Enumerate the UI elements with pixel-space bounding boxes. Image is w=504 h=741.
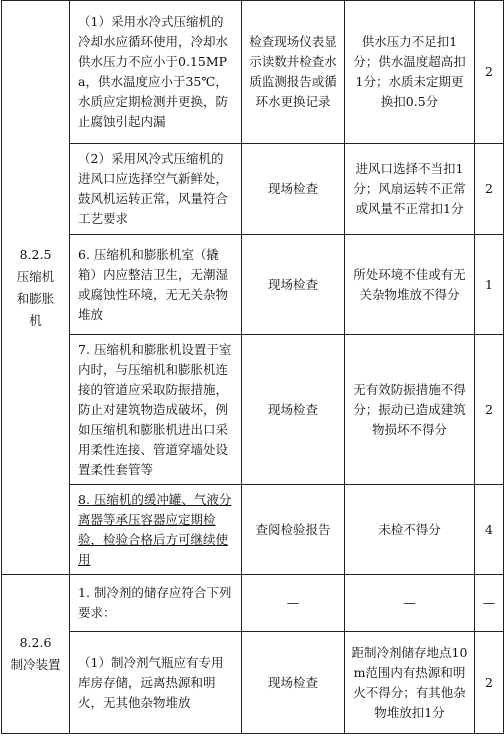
table-row [2, 485, 504, 575]
table-row [2, 632, 504, 734]
section-title: 制冷装置 [10, 657, 61, 672]
score-cell: 2 [475, 1, 504, 144]
requirement-cell: 7. 压缩机和膨胀机设置于室内时，与压缩机和膨胀机连接的管道应采取防振措施，防止对建筑物造成破坏，例如压缩机和膨胀机进出口采用柔性连接、管道穿墙处设置柔性套管等 [70, 335, 242, 485]
score-cell: 2 [475, 632, 504, 734]
criteria-cell: 供水压力不足扣1分；供水温度超高扣1分；水质未定期更换扣0.5分 [345, 1, 475, 144]
method-cell: — [242, 575, 345, 632]
method-cell: 现场检查 [242, 235, 345, 335]
method-cell: 现场检查 [242, 335, 345, 485]
criteria-cell: 无有效防振措施不得分；振动已造成建筑物损坏不得分 [345, 335, 475, 485]
score-cell: 1 [475, 235, 504, 335]
section-code: 8.2.5 [19, 246, 52, 262]
table-row [2, 335, 504, 485]
criteria-cell: 未检不得分 [345, 485, 475, 575]
score-cell: 2 [475, 335, 504, 485]
score-cell: 4 [475, 485, 504, 575]
requirement-cell: （1）采用水冷式压缩机的冷却水应循环使用，冷却水供水压力不应小于0.15MPa，供水温度应小于35℃，水质应定期检测并更换，防止腐蚀引起内漏 [70, 1, 242, 144]
requirement-cell: 6. 压缩机和膨胀机室（撬箱）内应整洁卫生，无潮湿或腐蚀性环境，无无关杂物堆放 [70, 235, 242, 335]
requirement-cell: （2）采用风冷式压缩机的进风口应选择空气新鲜处，鼓风机运转正常，风量符合工艺要求 [70, 144, 242, 235]
method-cell: 查阅检验报告 [242, 485, 345, 575]
table-row [2, 235, 504, 335]
score-cell: 2 [475, 144, 504, 235]
criteria-cell: 所处环境不佳或有无关杂物堆放不得分 [345, 235, 475, 335]
table-row [2, 575, 504, 632]
criteria-cell: 进风口选择不当扣1分；风扇运转不正常或风量不正常扣1分 [345, 144, 475, 235]
requirement-cell: （1）制冷剂气瓶应有专用库房存储，远离热源和明火，无其他杂物堆放 [70, 632, 242, 734]
requirement-cell: 1. 制冷剂的储存应符合下列要求： [70, 575, 242, 632]
section-cell-8-2-6 [2, 575, 70, 734]
criteria-cell: — [345, 575, 475, 632]
method-cell: 检查现场仪表显示读数并检查水质监测报告或循环水更换记录 [242, 1, 345, 144]
section-code: 8.2.6 [19, 635, 52, 650]
method-cell: 现场检查 [242, 144, 345, 235]
requirement-cell: 8. 压缩机的缓冲罐、气液分离器等承压容器应定期检验，检验合格后方可继续使用 [70, 485, 242, 575]
inspection-table [1, 0, 504, 734]
score-cell: — [475, 575, 504, 632]
criteria-cell: 距制冷剂储存地点10m范围内有热源和明火不得分；有其他杂物堆放扣1分 [345, 632, 475, 734]
method-cell: 现场检查 [242, 632, 345, 734]
section-title: 压缩机和膨胀机 [16, 268, 55, 328]
section-cell-8-2-5 [2, 1, 70, 575]
table-row [2, 1, 504, 144]
table-row [2, 144, 504, 235]
